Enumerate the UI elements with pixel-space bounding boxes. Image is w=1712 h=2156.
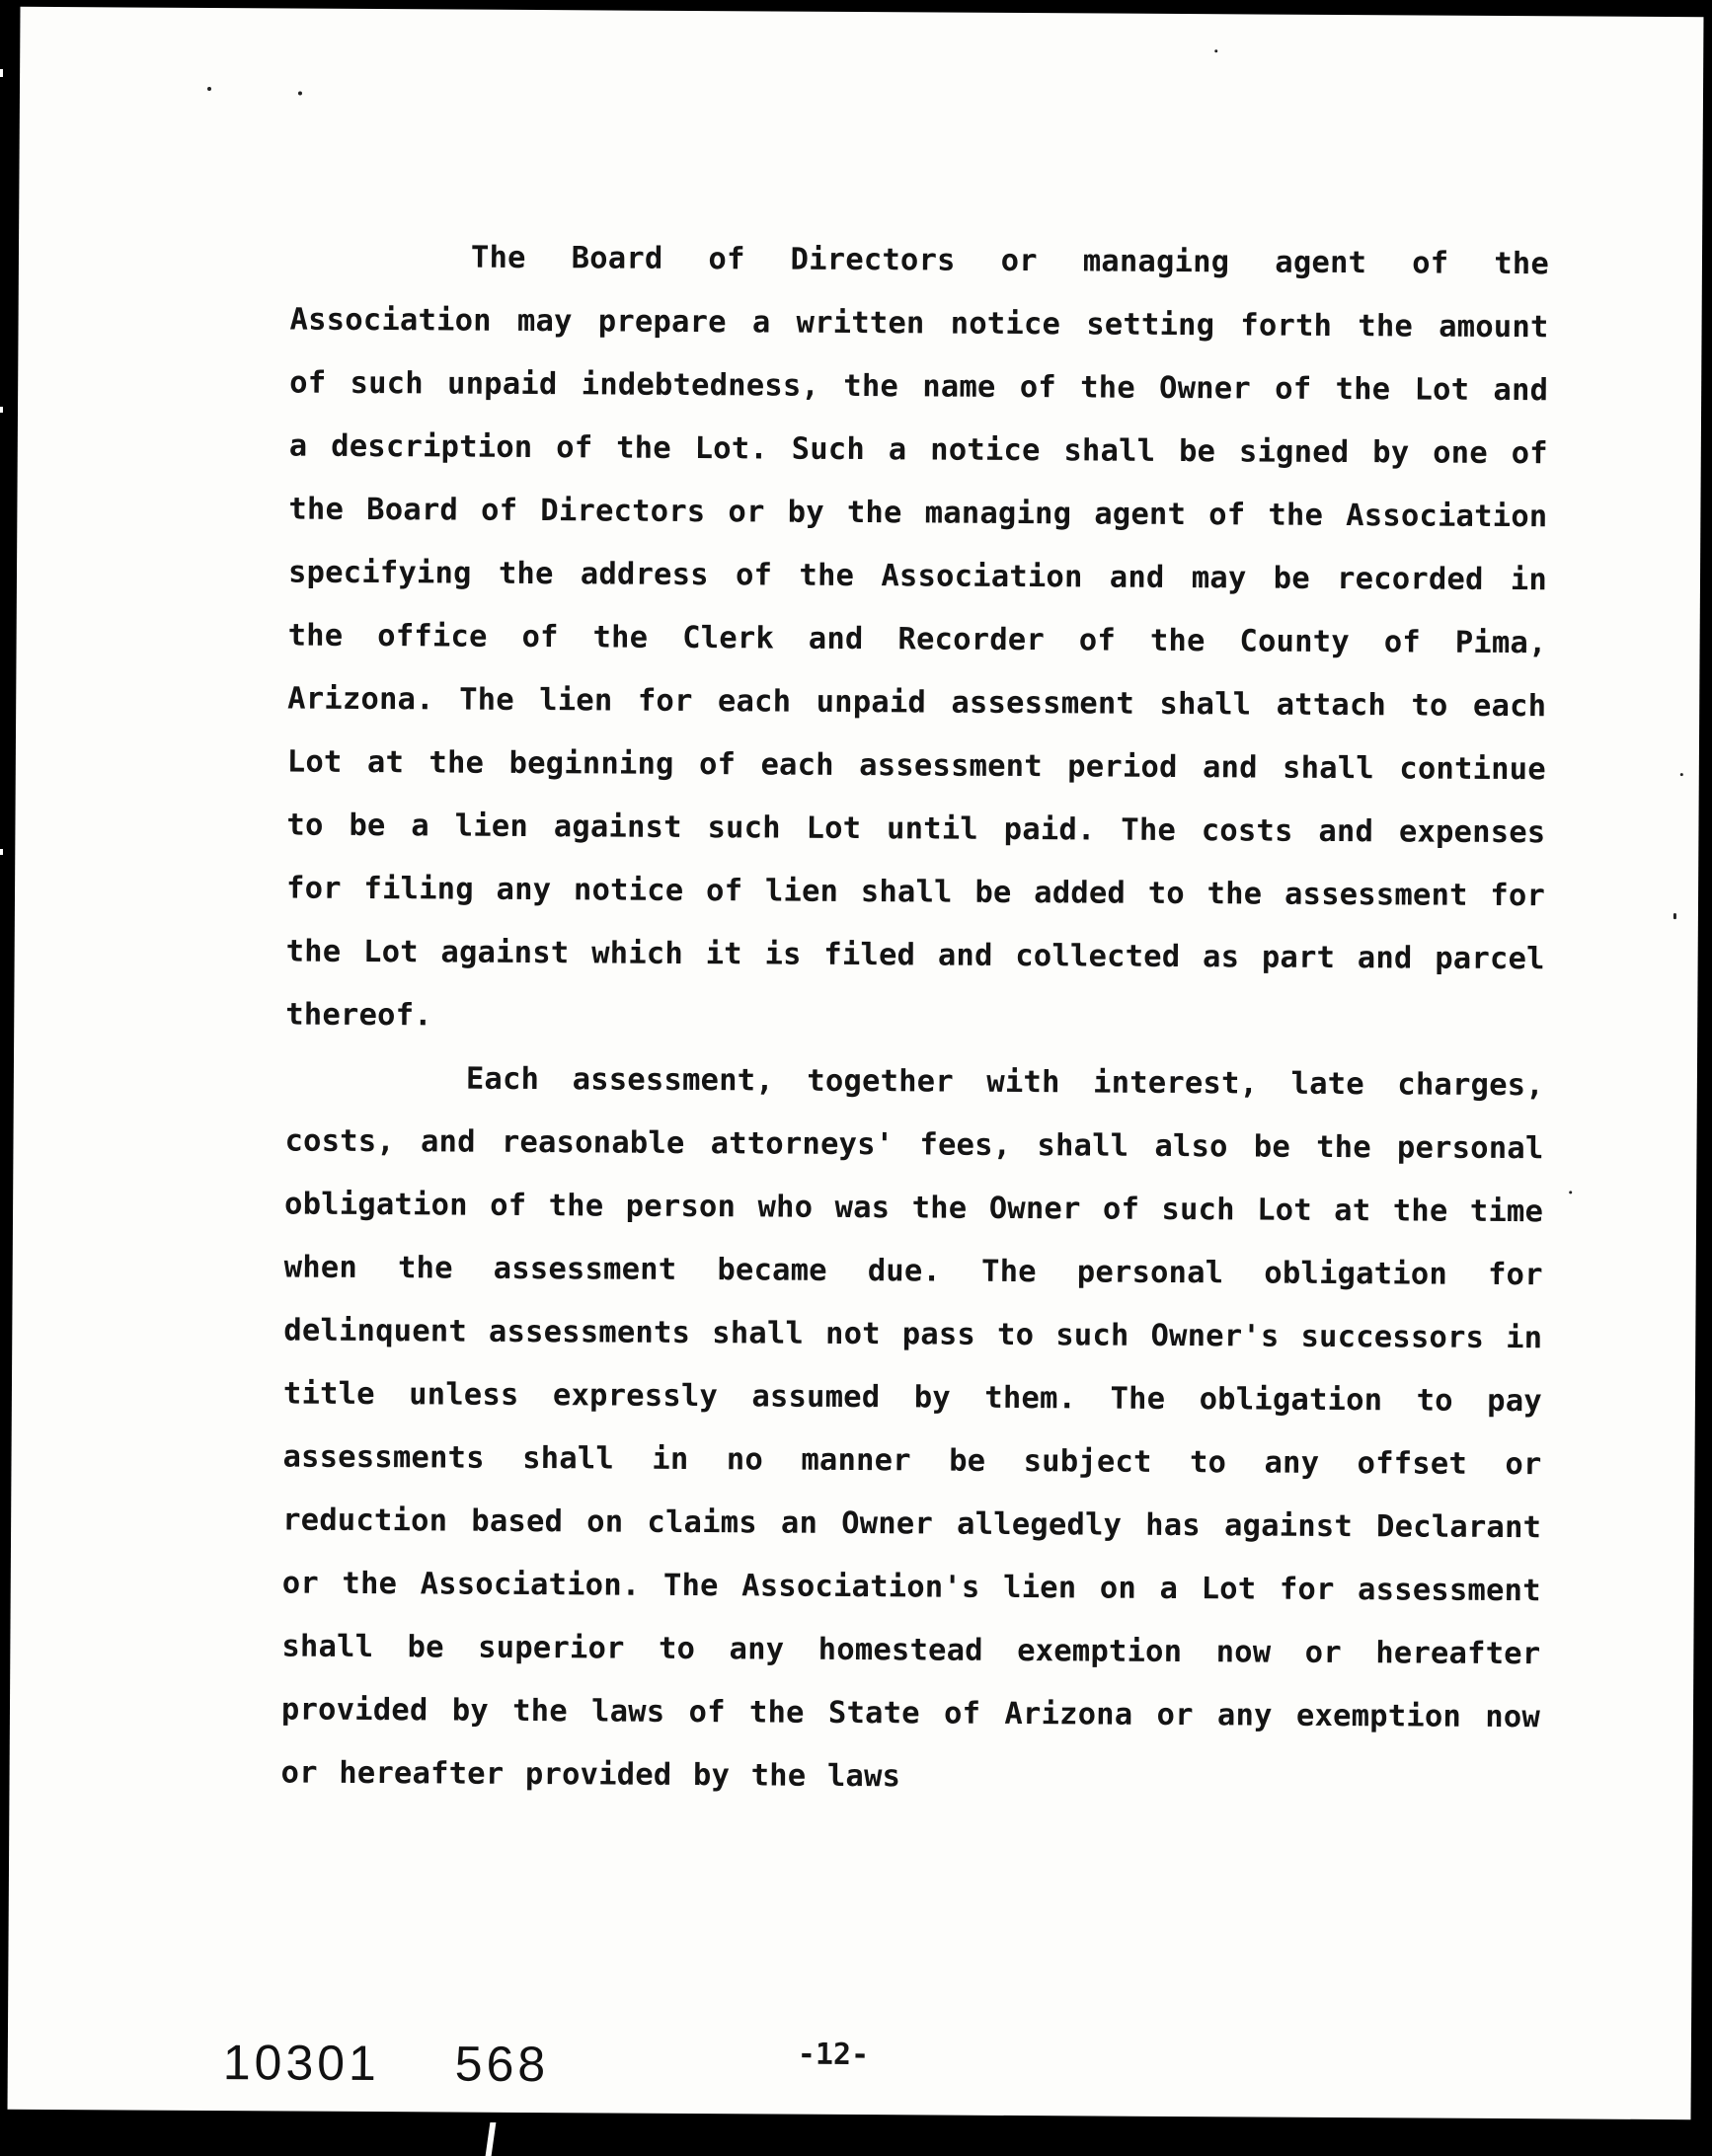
scan-speck bbox=[1569, 1191, 1572, 1194]
page-number: -12- bbox=[797, 2037, 870, 2073]
left-edge-mark bbox=[0, 849, 3, 855]
left-edge-mark bbox=[0, 407, 3, 413]
scan-speck bbox=[298, 92, 302, 96]
paragraph-lien-notice: The Board of Directors or managing agent of the Association may prepare a written notice setting forth the amount of such unpaid indebtedness, the name of the Owner of the Lot and a description of the Lot. Such a notice shall be signed by one of the Board of Directors or by the managing agent of the Association specifying the address of the Association and may be recorded in the office of the Clerk and Recorder of the County of Pima, Arizona. The lien for each unpaid assessment shall attach to each Lot at the beginning of each assessment period and shall continue to be a lien against such Lot until paid. The costs and expenses for filing any notice of lien shall be added to the assessment for the Lot against which it is filed and collected as part and parcel thereof. bbox=[285, 240, 1550, 1034]
scan-speck bbox=[1680, 773, 1683, 776]
recording-reference bbox=[223, 2034, 550, 2093]
body-text bbox=[280, 225, 1549, 1812]
scan-speck bbox=[207, 87, 211, 91]
scan-speck bbox=[1673, 913, 1676, 919]
page-reference: 568 bbox=[454, 2036, 550, 2093]
paragraph-personal-obligation: Each assessment, together with interest, late charges, costs, and reasonable attorneys' fees, shall also be the personal obligation of the person who was the Owner of such Lot at the time when the assessment became due. The personal obligation for delinquent assessments shall not pass to such Owner's successors in title unless expressly assumed by them. The obligation to pay assessments shall in no manner be subject to any offset or reduction based on claims an Owner allegedly has against Declarant or the Association. The Association's lien on a Lot for assessment shall be superior to any homestead exemption now or hereafter provided by the laws of the State of Arizona or any exemption now or hereafter provided by the laws bbox=[280, 1061, 1544, 1795]
book-number: 10301 bbox=[222, 2035, 381, 2092]
scan-speck bbox=[1214, 49, 1217, 52]
document-page bbox=[8, 7, 1704, 2119]
left-edge-mark bbox=[0, 69, 3, 77]
